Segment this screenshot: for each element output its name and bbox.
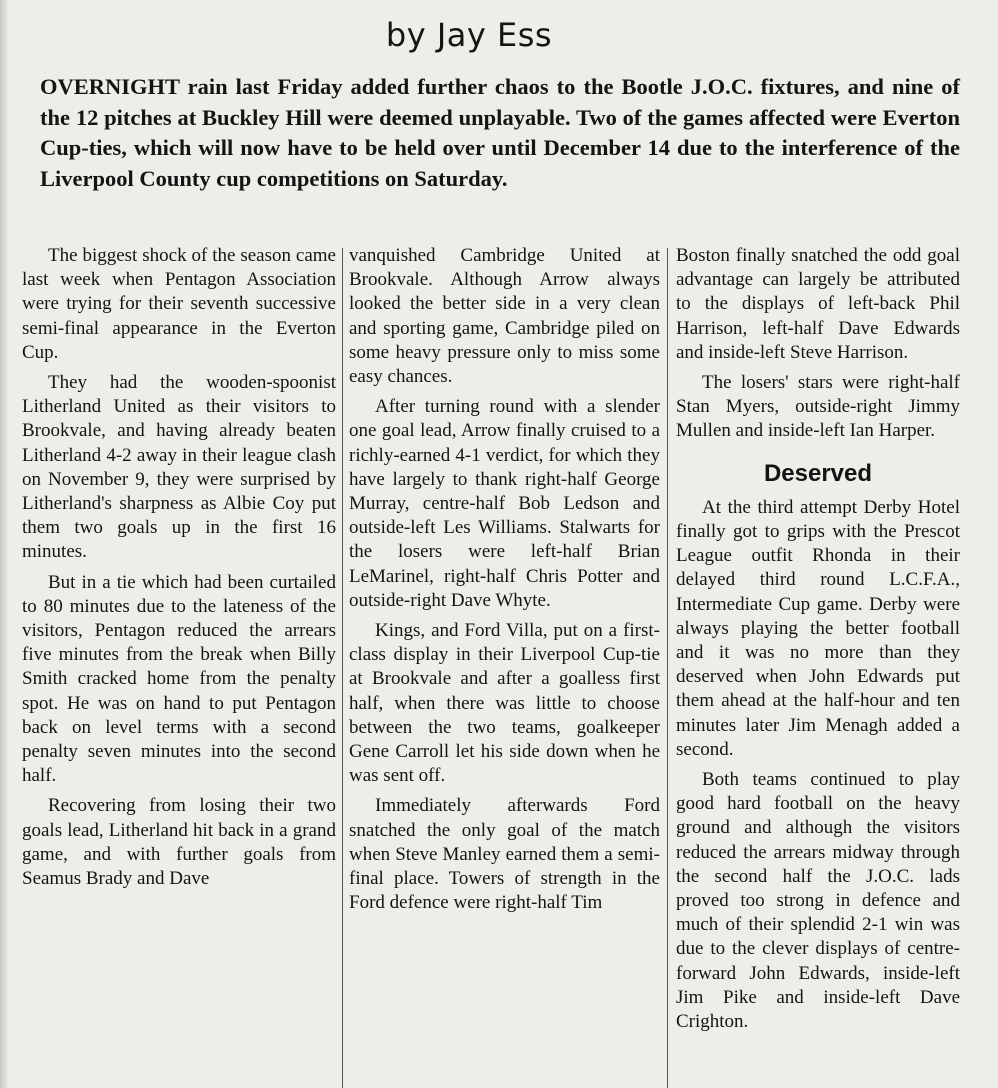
- column-1: [22, 244, 336, 1088]
- column-rule: [667, 248, 668, 1088]
- column-2: [349, 244, 660, 1088]
- byline: by Jay Ess: [385, 16, 553, 54]
- page-edge-shadow: [0, 0, 9, 1088]
- paragraph: Immediately afterwards Ford snatched the only goal of the match when Steve Manley earned them a semi-final place. Towers of strength in the Ford defence were right-half Tim: [349, 795, 660, 914]
- column-3: [676, 244, 960, 1088]
- paragraph: Both teams continued to play good hard football on the heavy ground and although the visitors reduced the arrears midway through the second half the J.O.C. lads proved too strong in defence and much of their splendid 2-1 win was due to the clever displays of centre-forward John Edwards, inside-left Jim Pike and inside-left Dave Crighton.: [676, 769, 960, 1033]
- paragraph: At the third attempt Derby Hotel finally got to grips with the Prescot League outfit Rhonda in their delayed third round L.C.F.A., Intermediate Cup game. Derby were always playing the better football and it was no more than they deserved when John Edwards put them ahead at the half-hour and ten minutes later Jim Menagh added a second.: [676, 496, 960, 760]
- column-rule: [342, 248, 343, 1088]
- paragraph: Boston finally snatched the odd goal advantage can largely be attributed to the displays of left-back Phil Harrison, left-half Dave Edwards and inside-left Steve Harrison.: [676, 245, 960, 363]
- subheading: Deserved: [763, 459, 873, 487]
- paragraph: The losers' stars were right-half Stan Myers, outside-right Jimmy Mullen and inside-left Ian Harper.: [676, 372, 960, 442]
- paragraph: After turning round with a slender one goal lead, Arrow finally cruised to a richly-earned 4-1 verdict, for which they have largely to thank right-half George Murray, centre-half Bob Ledson and outside-left Les Williams. Stalwarts for the losers were left-half Brian LeMarinel, right-half Chris Potter and outside-right Dave Whyte.: [349, 396, 660, 611]
- paragraph: The biggest shock of the season came last week when Pentagon Association were trying for their seventh successive semi-final appearance in the Everton Cup.: [22, 245, 336, 363]
- lead-paragraph: OVERNIGHT rain last Friday added further chaos to the Bootle J.O.C. fixtures, and nine of the 12 pitches at Buckley Hill were deemed unplayable. Two of the games affected were Everton Cup-ties, which will now have to be held over until December 14 due to the interference of the Liverpool County cup competitions on Saturday.: [40, 74, 960, 191]
- paragraph: But in a tie which had been curtailed to 80 minutes due to the lateness of the visitors, Pentagon reduced the arrears five minutes from the break when Billy Smith cracked home from the penalty spot. He was on hand to put Pentagon back on level terms with a second penalty seven minutes into the second half.: [22, 571, 336, 787]
- paragraph: They had the wooden-spoonist Litherland United as their visitors to Brookvale, and having already beaten Litherland 4-2 away in their league clash on November 9, they were surprised by Litherland's sharpness as Albie Coy put them two goals up in the first 16 minutes.: [22, 372, 336, 563]
- paragraph: Recovering from losing their two goals lead, Litherland hit back in a grand game, and with further goals from Seamus Brady and Dave: [22, 795, 336, 890]
- paragraph: Kings, and Ford Villa, put on a first-class display in their Liverpool Cup-tie at Brookvale and after a goalless first half, when there was little to choose between the two teams, goalkeeper Gene Carroll let his side down when he was sent off.: [349, 620, 660, 787]
- paragraph: vanquished Cambridge United at Brookvale. Although Arrow always looked the better side in a very clean and sporting game, Cambridge piled on some heavy pressure only to miss some easy chances.: [349, 245, 660, 388]
